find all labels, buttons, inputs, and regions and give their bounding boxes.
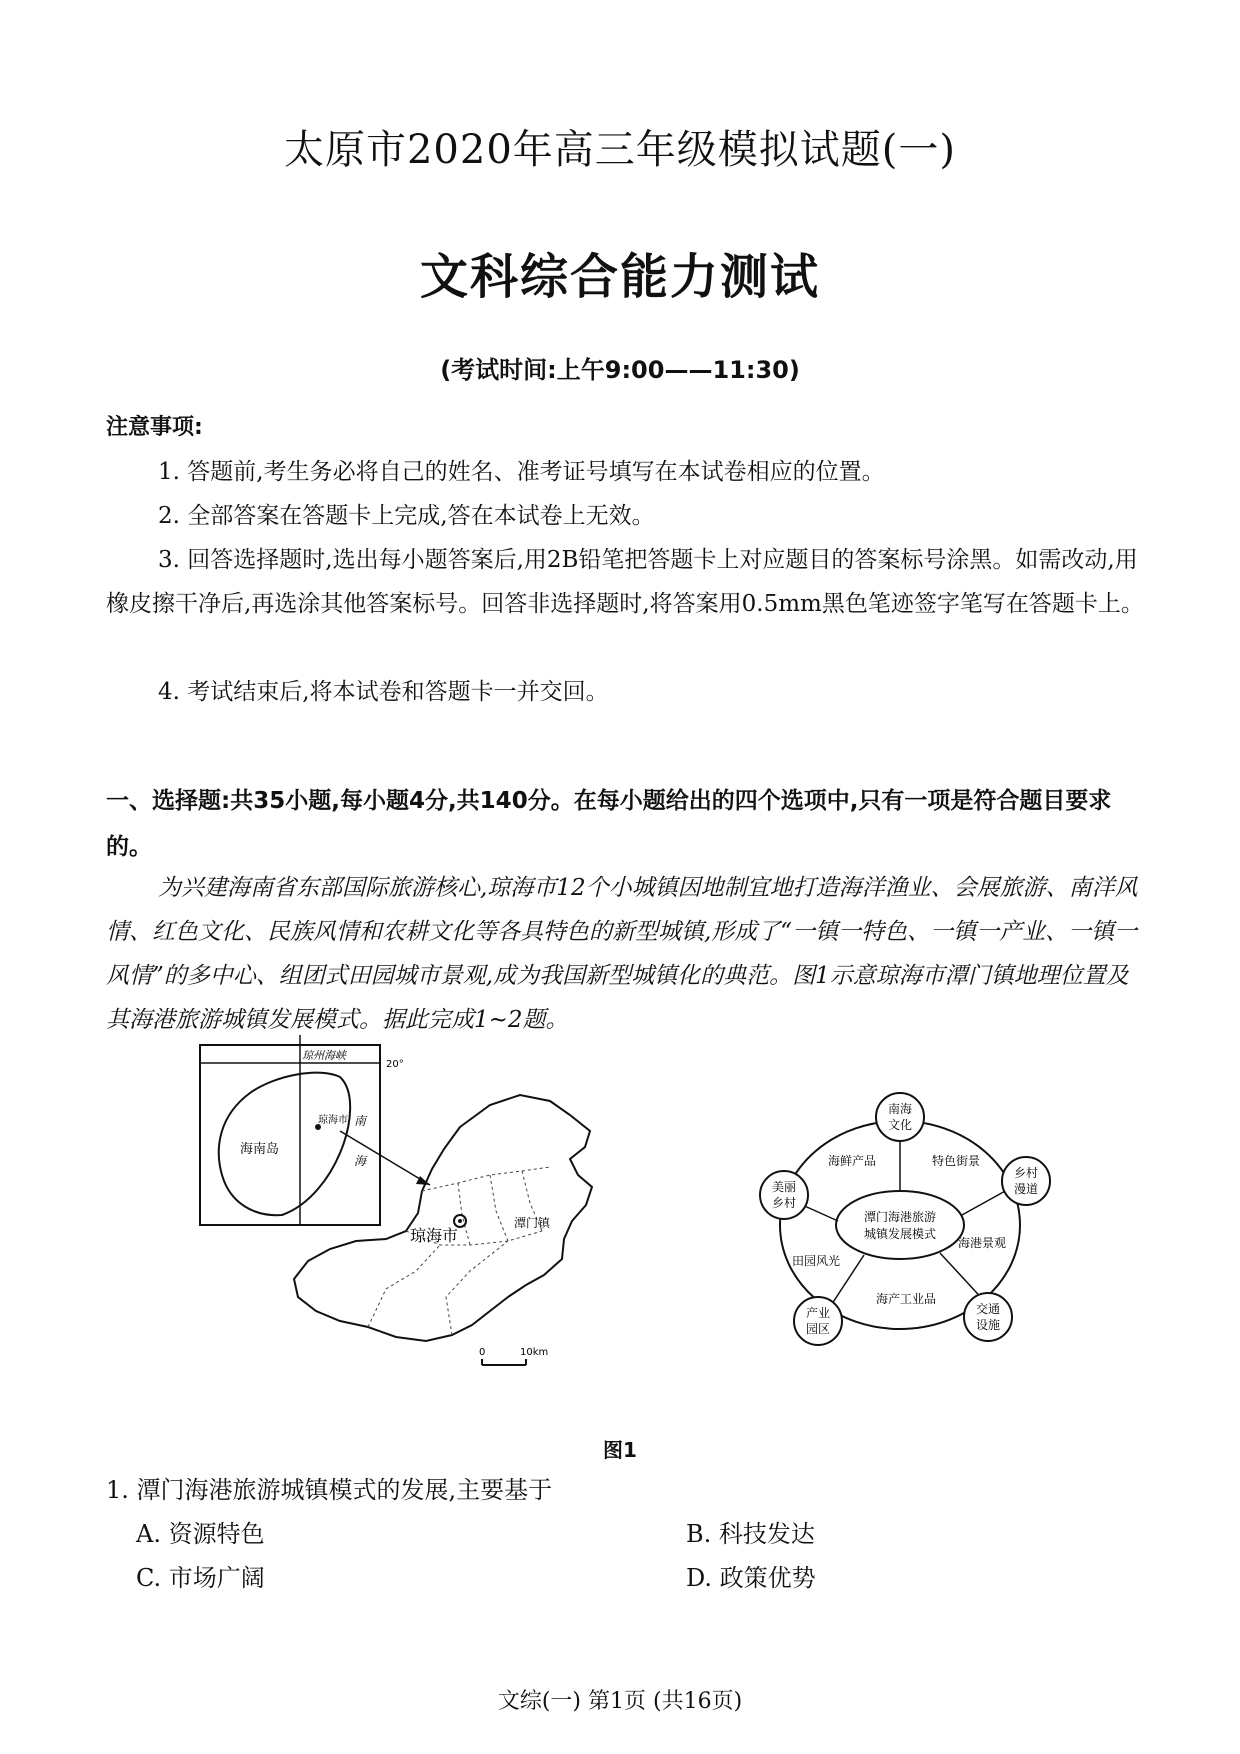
- node-circle-lower-left: [794, 1297, 842, 1345]
- center-ellipse: [836, 1191, 964, 1259]
- node-label: 乡村: [771, 1196, 797, 1210]
- island-label: 海南岛: [240, 1142, 280, 1157]
- node-circle-upper-left: [760, 1171, 808, 1219]
- notice-heading: 注意事项:: [106, 415, 203, 440]
- inset-lat-label: 20°: [386, 1059, 404, 1070]
- node-label: 美丽: [771, 1180, 797, 1194]
- exam-subtitle: 文科综合能力测试: [419, 249, 820, 305]
- inset-lon-label: [290, 1035, 314, 1036]
- inset-city-label: 琼海市: [318, 1115, 348, 1126]
- segment-label: 田园风光: [791, 1254, 841, 1268]
- segment-label: 海鲜产品: [827, 1154, 877, 1168]
- segment-label: 海产工业品: [875, 1292, 937, 1306]
- inset-sea-label-b: 海: [354, 1154, 367, 1168]
- figure-1: [190, 1035, 1070, 1425]
- option-c: C. 市场广阔: [136, 1564, 265, 1592]
- section-heading: 一、选择题:共35小题,每小题4分,共140分。在每小题给出的四个选项中,只有一项是符合题目要求的。: [106, 788, 1112, 860]
- question-stem: 1. 潭门海港旅游城镇模式的发展,主要基于: [106, 1476, 553, 1504]
- node-label: 南海: [887, 1102, 913, 1116]
- exam-time: (考试时间:上午9:00——11:30): [440, 356, 800, 384]
- notice-item: 2. 全部答案在答题卡上完成,答在本试卷上无效。: [158, 503, 655, 529]
- figure-label: 图1: [603, 1438, 637, 1462]
- development-model-diagram: [760, 1093, 1050, 1345]
- node-label: 交通: [975, 1302, 1001, 1316]
- node-circle-top: [876, 1093, 924, 1141]
- map-city-label: 琼海市: [410, 1226, 459, 1245]
- center-label-line2: 城镇发展模式: [863, 1227, 937, 1241]
- passage: 为兴建海南省东部国际旅游核心,琼海市12个小城镇因地制宜地打造海洋渔业、会展旅游、南洋风情、红色文化、民族风情和农耕文化等各具特色的新型城镇,形成了“一镇一特色、一镇一产业、一镇一风情”的多中心、组团式田园城市景观,成为我国新型城镇化的典范。图1示意琼海市潭门镇地理位置及其海港旅游城镇发展模式。据此完成1~2题。: [106, 875, 1138, 1033]
- town-boundaries: [368, 1167, 550, 1335]
- node-label: 文化: [887, 1118, 913, 1132]
- node-circle-upper-right: [1002, 1157, 1050, 1205]
- segment-label: 海港景观: [957, 1236, 1007, 1250]
- node-label: 园区: [805, 1322, 831, 1336]
- notice-item: 4. 考试结束后,将本试卷和答题卡一并交回。: [158, 679, 609, 705]
- center-label-line1: 潭门海港旅游: [863, 1210, 937, 1224]
- node-circle-lower-right: [964, 1293, 1012, 1341]
- qionghai-city-dot: [458, 1219, 462, 1223]
- qionghai-map: [294, 1095, 592, 1365]
- hainan-island-outline: [219, 1073, 350, 1216]
- node-label: 乡村: [1013, 1166, 1039, 1180]
- option-d: D. 政策优势: [686, 1564, 816, 1592]
- strait-label: 琼州海峡: [302, 1049, 346, 1062]
- notice-item: 3. 回答选择题时,选出每小题答案后,用2B铅笔把答题卡上对应题目的答案标号涂黑。如需改动,用橡皮擦干净后,再选涂其他答案标号。回答非选择题时,将答案用0.5mm黑色笔迹签字笔写在答题卡上。: [106, 547, 1144, 617]
- option-b: B. 科技发达: [686, 1520, 815, 1548]
- inset-map: [200, 1035, 430, 1225]
- node-label: 产业: [805, 1306, 831, 1320]
- exam-title: 太原市2020年高三年级模拟试题(一): [283, 127, 956, 173]
- node-label: 漫道: [1013, 1182, 1039, 1196]
- page-footer: 文综(一) 第1页 (共16页): [497, 1689, 743, 1714]
- segment-label: 特色街景: [931, 1154, 981, 1168]
- node-label: 设施: [975, 1318, 1001, 1332]
- notice-item: 1. 答题前,考生务必将自己的姓名、准考证号填写在本试卷相应的位置。: [158, 459, 885, 485]
- scale-zero-label: 0: [479, 1347, 486, 1358]
- inset-sea-label-a: 南: [354, 1114, 367, 1128]
- scale-length-label: 10km: [520, 1347, 549, 1358]
- map-town-label: 潭门镇: [514, 1216, 551, 1230]
- option-a: A. 资源特色: [136, 1520, 265, 1548]
